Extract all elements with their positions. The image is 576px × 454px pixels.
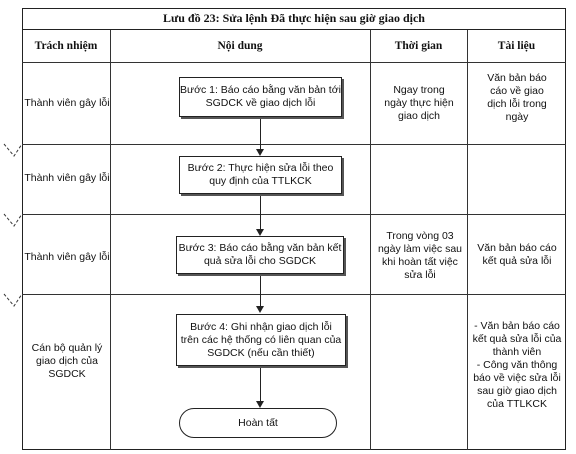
end-terminal: Hoàn tất (179, 408, 337, 438)
header-time: Thời gian (394, 40, 443, 52)
row1-documents: Văn bản báo cáo về giao dịch lỗi trong ngày (487, 72, 547, 123)
header-documents: Tài liệu (497, 40, 536, 52)
row4-documents: - Văn bản báo cáo kết quả sửa lỗi của thành viên - Công văn thông báo về việc sửa lỗi sau giờ giao dịch của TTLKCK (472, 320, 562, 410)
flow-arrow-line (260, 196, 261, 229)
flow-arrow-line (260, 368, 261, 401)
row4-responsibility: Cán bộ quản lý giao dịch của SGDCK (31, 342, 103, 380)
header-responsibility: Trách nhiệm (34, 40, 98, 52)
row3-time: Trong vòng 03 ngày làm việc sau khi hoàn tất việc sửa lỗi (377, 230, 463, 281)
header-content: Nội dung (217, 40, 263, 52)
flow-arrow-head (256, 229, 264, 236)
flow-arrow-head (256, 149, 264, 156)
step1-box: Bước 1: Báo cáo bằng văn bản tới SGDCK về giao dịch lỗi (179, 77, 342, 117)
step2-box: Bước 2: Thực hiện sửa lỗi theo quy định của TTLKCK (179, 156, 342, 194)
flow-arrow-line (260, 119, 261, 149)
row2-responsibility: Thành viên gây lỗi (24, 172, 110, 184)
row1-responsibility: Thành viên gây lỗi (24, 97, 110, 109)
flow-arrow-head (256, 401, 264, 408)
row3-responsibility: Thành viên gây lỗi (24, 251, 110, 263)
row1-time: Ngay trong ngày thực hiện giao dịch (384, 84, 454, 122)
step4-box: Bước 4: Ghi nhận giao dịch lỗi trên các hệ thống có liên quan của SGDCK (nếu cần thiết) (176, 314, 346, 366)
step3-box: Bước 3: Báo cáo bằng văn bản kết quả sửa lỗi cho SGDCK (176, 236, 344, 274)
row3-documents: Văn bản báo cáo kết quả sửa lỗi (477, 242, 557, 267)
flow-arrow-head (256, 306, 264, 313)
flowchart-title: Lưu đồ 23: Sửa lệnh Đã thực hiện sau giờ giao dịch (22, 8, 566, 30)
flow-arrow-line (260, 276, 261, 306)
